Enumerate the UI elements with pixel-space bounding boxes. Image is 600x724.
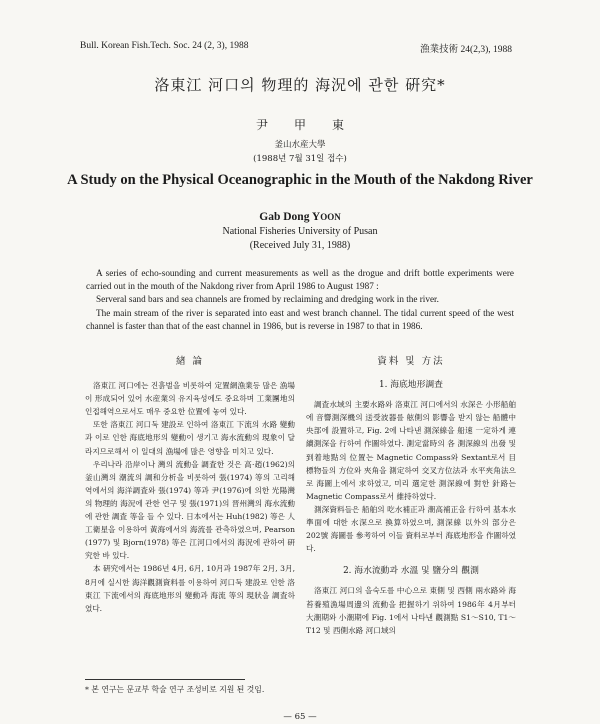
abstract-paragraph: The main stream of the river is separated into east and west branch channel. The tidal current speed of the west channel is faster than that of the east channel in 1986, but is reverse in 1987 to that in 1986. [86, 307, 514, 331]
journal-citation-korean: 漁業技術 24(2,3), 1988 [420, 45, 512, 55]
korean-received-date: (1988년 7월 31일 접수) [253, 154, 347, 164]
body-paragraph: 우리나라 沿岸이나 灣의 流動을 調査한 것은 高·趙(1962)의 釜山灣의 潮流의 調和分析을 비롯하여 張(1974) 等의 고리해역에서의 海洋調査와 張(1974) 等과 尹(1976)에 의한 光陽灣의 物理的 海況에 관한 연구 및 張(1971)의 晋州灣의 海水流動에 관한 調査 等을 들 수 있다. 日本에서는 Huh(1982) 等은 人工衛星을 이용하여 黃海에서의 海流를 관측하였으며, Pearson (1977) 및 Bjorn(1978) 等은 江河口에서의 海況에 관하여 硏究한 바 있다. [85, 459, 295, 561]
english-received-date: (Received July 31, 1988) [249, 240, 351, 251]
body-paragraph: 洛東江 河口의 을숙도를 中心으로 東側 및 西側 兩水路와 海苔養殖漁場周邊의 流動을 把握하기 위하여 1986年 4月부터 大潮期와 小潮期에 Fig. 1에서 나타낸 觀測點 S1～S10, T1～T12 및 西側水路 河口域의 [306, 586, 516, 635]
english-author [0, 211, 600, 223]
left-column [85, 355, 295, 615]
body-paragraph: 本 硏究에서는 1986년 4月, 6月, 10月과 1987年 2月, 3月, 8月에 실시한 海洋觀測資料를 이용하여 河口둑 建設로 인한 洛東江 下流에서의 海底地形의 變動과 海流 等의 現狀을 調査하였다. [85, 564, 295, 613]
right-column [306, 355, 516, 637]
footnote-divider [85, 679, 245, 680]
journal-citation: Bull. Korean Fish.Tech. Soc. 24 (2, 3), 1988 [80, 41, 249, 51]
body-paragraph: 洛東江 河口에는 진흙벌을 비롯하여 定置網漁業등 많은 漁場이 形成되어 있어 水産業의 유지육성에도 중요하며 工業團地의 인접해역으로서도 매우 중요한 位置에 놓여 있다. [85, 381, 295, 417]
subsection-heading-bathymetry: 1. 海底地形調査 [379, 380, 443, 391]
abstract-paragraph: Serveral sand bars and sea channels are fromed by reclaiming and dredging work in the river. [96, 294, 439, 305]
english-title: A Study on the Physical Oceanographic in the Mouth of the Nakdong River [67, 172, 533, 188]
page-number: — 65 — [283, 712, 317, 722]
section-heading-introduction: 緖 論 [175, 356, 205, 367]
author-name-smallcaps: OON [320, 212, 341, 222]
body-paragraph: 測深資料들은 船舶의 吃水補正과 潮高補正을 行하여 基本水準面에 대한 水深으로 換算하였으며, 測深線 以外의 部分은 202號 海圖를 參考하여 이들 資料로부터 海底地形을 作圖하였다. [306, 504, 516, 554]
subsection-heading-currents: 2. 海水流動과 水溫 및 鹽分의 觀測 [343, 566, 479, 577]
korean-affiliation: 釜山水産大學 [274, 140, 326, 150]
korean-title: 洛東江 河口의 物理的 海況에 관한 硏究* [154, 76, 446, 94]
author-name-main: Gab Dong Y [259, 211, 321, 223]
footnote: * 본 연구는 문교부 학술 연구 조성비로 지원 된 것임. [85, 685, 265, 694]
abstract [86, 267, 514, 333]
korean-author: 尹甲東 [255, 118, 370, 132]
section-heading-methods: 資料 및 方法 [377, 356, 445, 367]
abstract-paragraph: A series of echo-sounding and current measurements as well as the drogue and drift bottle experiments were carried out in the mouth of the Nakdong river from April 1986 to August 1987 : [86, 268, 514, 292]
body-paragraph: 調査水域의 主要水路와 洛東江 河口에서의 水深은 小形船舶에 音響測深機의 送受波器를 舷側의 影響을 받지 않는 船體中央部에 設置하고, Fig. 2에 나타낸 測深線을 船速 一定하게 連續測深을 行하여 作圖하였다. 測定當時의 各 測深線의 出發 및 到着地點의 位置는 Magnetic Compass와 Sextant로서 目標物들의 方位와 夾角을 測定하여 交叉方位法과 水平夾角法으로 海圖上에서 求하였고, 미리 選定한 測深線에 對한 針路는 Magnetic Compass로서 維持하였다. [306, 400, 516, 501]
body-paragraph: 또한 洛東江 河口둑 建設로 인하여 洛東江 下流의 水路 變動과 이로 인한 海底地形의 變動이 생기고 海水流動의 現象이 달라지므로해서 이 일대의 漁場에 많은 영향을 미치고 있다. [85, 420, 295, 456]
english-affiliation: National Fisheries University of Pusan [222, 226, 378, 237]
